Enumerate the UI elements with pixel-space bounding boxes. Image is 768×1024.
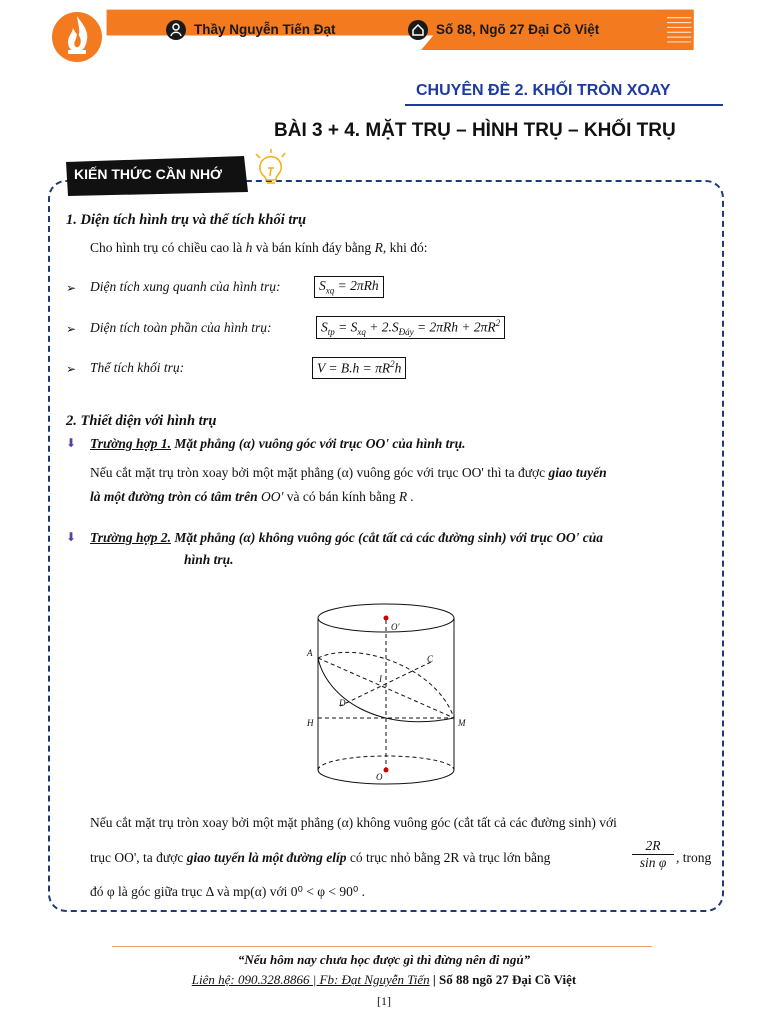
contact-address: | Số 88 ngõ 27 Đại Cồ Việt [429, 972, 577, 987]
lesson-title: BÀI 3 + 4. MẶT TRỤ – HÌNH TRỤ – KHỐI TRỤ [274, 120, 676, 141]
intro-text-a: Cho hình trụ có chiều cao là [90, 240, 243, 255]
intro-text-c: , khi đó: [382, 240, 428, 255]
flame-logo-icon [46, 6, 108, 68]
label-a: A [307, 648, 313, 658]
bullet-down-icon: ⬇ [66, 436, 77, 450]
volume-label: Thể tích khối trụ: [90, 360, 185, 375]
para-line2-emph: giao tuyến là một đường elíp [186, 850, 347, 865]
total-area-label: Diện tích toàn phần của hình trụ: [90, 320, 272, 335]
label-d: D [339, 698, 346, 708]
center-name: Trung tâm Luyện thi Đại Cồ Việt [456, 54, 661, 70]
label-h: H [307, 718, 314, 728]
volume-formula: $V = B.h = \pi R^2h$ [312, 357, 406, 379]
case1-line1-text: Nếu cắt mặt trụ tròn xoay bởi một mặt phẳng (α) vuông góc với trục OO' thì ta được [90, 465, 549, 480]
footer-divider [112, 946, 652, 947]
label-o-prime: O' [391, 622, 400, 632]
section1-heading: 1. Diện tích hình trụ và thể tích khối trụ [66, 212, 307, 228]
teacher-name: Thầy Nguyễn Tiến Đạt [194, 22, 336, 37]
case1-line2-emph: là một đường tròn có tâm trên [90, 489, 258, 504]
footer-contact [0, 972, 768, 988]
address-text: Số 88, Ngõ 27 Đại Cồ Việt [436, 22, 600, 37]
lightbulb-icon [252, 148, 290, 188]
person-icon [166, 20, 186, 40]
case1-line2-text: và có bán kính bằng [286, 489, 396, 504]
case2-label: Trường hợp 2. [90, 530, 171, 545]
house-icon [408, 20, 428, 40]
footer-quote: “Nếu hôm nay chưa học được gì thì đừng nên đi ngủ” [237, 952, 531, 967]
case1-text: Mặt phẳng (α) vuông góc với trục OO' của hình trụ. [170, 436, 466, 451]
intro-var-r: R [374, 240, 383, 255]
lateral-area-label: Diện tích xung quanh của hình trụ: [90, 279, 281, 294]
contact-link[interactable]: Liên hệ: 090.328.8866 | Fb: Đạt Nguyễn Tiến [191, 972, 430, 987]
label-o: O [376, 772, 383, 782]
para-line2 [90, 850, 550, 866]
fraction-numerator: 2R [632, 838, 674, 855]
case1-line1-emph: giao tuyến [548, 465, 607, 480]
para-line3: đó φ là góc giữa trục Δ và mp(α) với 0⁰ < φ < 90⁰ . [90, 884, 366, 899]
case2-text-2: hình trụ. [184, 552, 234, 567]
bullet-down-icon: ⬇ [66, 530, 77, 544]
section1-intro [90, 240, 427, 256]
case2-title [90, 530, 603, 546]
topic-title: CHUYÊN ĐỀ 2. KHỐI TRÒN XOAY [416, 82, 671, 99]
label-i: I [379, 674, 382, 684]
section2-heading: 2. Thiết diện với hình trụ [66, 413, 217, 429]
case1-line2-var: OO' [260, 489, 284, 504]
fraction [632, 838, 674, 871]
lateral-area-formula: $S_{xq} = 2\pi Rh$ [314, 276, 384, 298]
label-c: C [427, 654, 434, 664]
bullet-arrow-icon: ➢ [66, 362, 77, 376]
bullet-arrow-icon: ➢ [66, 322, 77, 336]
header-banner [0, 0, 768, 50]
para-line1: Nếu cắt mặt trụ tròn xoay bởi một mặt phẳng (α) không vuông góc (cắt tất cả các đường sinh) với [90, 815, 617, 830]
fraction-denominator: sin φ [639, 855, 667, 870]
page-number: [1] [377, 994, 391, 1008]
case1-line2-r: R . [398, 489, 414, 504]
para-line2-c: có trục nhỏ bằng 2R và trục lớn bằng [346, 850, 551, 865]
case1-line2 [90, 489, 414, 505]
cylinder-figure [296, 596, 472, 792]
bullet-arrow-icon: ➢ [66, 281, 77, 295]
topic-underline [405, 104, 723, 106]
case1-line1 [90, 465, 607, 481]
case1-label: Trường hợp 1. [90, 436, 171, 451]
para-line2-a: trục OO', ta được [90, 850, 187, 865]
total-area-formula: $S_{tp} = S_{xq} + 2.S_{Đáy} = 2\pi Rh + 2\pi R^2$ [316, 316, 505, 339]
para-line2-d: , trong [676, 850, 712, 865]
intro-text-b: và bán kính đáy bằng [255, 240, 372, 255]
badge-label: KIẾN THỨC CẦN NHỚ [74, 166, 222, 182]
intro-var-h: h [245, 240, 253, 255]
label-m: M [458, 718, 466, 728]
case2-text: Mặt phẳng (α) không vuông góc (cắt tất cả các đường sinh) với trục OO' của [170, 530, 604, 545]
case1-title [90, 436, 465, 452]
